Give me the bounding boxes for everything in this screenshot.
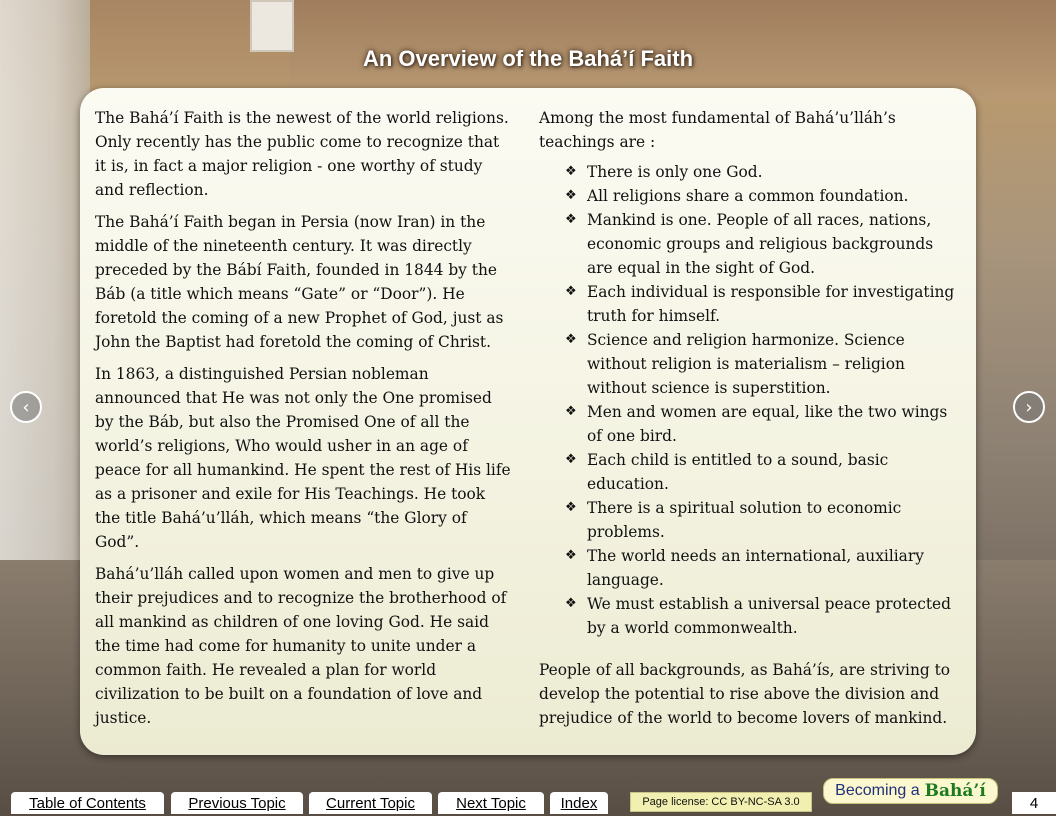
list-item: ❖ The world needs an international, auxiliary language. xyxy=(565,544,959,592)
bullet-icon: ❖ xyxy=(565,284,577,299)
paragraph-call: Bahá’u’lláh called upon women and men to give up their prejudices and to recognize the brotherhood of all mankind as children of one loving God. He said the time had come for humanity to unite under a common faith. He revealed a plan for world civilization to be built on a foundation of love and justice. xyxy=(95,565,507,727)
bullet-icon: ❖ xyxy=(565,452,577,467)
bullet-icon: ❖ xyxy=(565,164,577,179)
list-item: ❖ We must establish a universal peace protected by a world commonwealth. xyxy=(565,592,959,640)
bullet-icon: ❖ xyxy=(565,404,577,419)
bullet-icon: ❖ xyxy=(565,548,577,563)
background-window xyxy=(250,0,294,52)
list-item: ❖ There is only one God. xyxy=(565,160,959,184)
bullet-icon: ❖ xyxy=(565,596,577,611)
brand-name: Bahá’í xyxy=(924,781,986,801)
paragraph-intro: The Bahá’í Faith is the newest of the world religions. Only recently has the public come to recognize that it is, in fact a major religion - one worthy of study and reflection. xyxy=(95,109,509,199)
right-column xyxy=(539,106,959,738)
paragraph-bahaullah: In 1863, a distinguished Persian nobleman announced that He was not only the One promised by the Báb, but also the Promised One of all the world’s religions, Who would usher in an age of peace for all humankind. He spent the rest of His life as a prisoner and exile for His Teachings. He took the title Bahá’u’lláh, which means “the Glory of God”. xyxy=(95,365,511,551)
page-number: 4 xyxy=(1012,792,1056,814)
chevron-right-icon: › xyxy=(1025,396,1033,418)
list-item: ❖ Each individual is responsible for investigating truth for himself. xyxy=(565,280,959,328)
previous-topic-link[interactable]: Previous Topic xyxy=(171,792,303,814)
left-column xyxy=(95,106,515,738)
list-item: ❖ Each child is entitled to a sound, basic education. xyxy=(565,448,959,496)
teachings-list xyxy=(539,160,959,640)
brand-prefix: Becoming a xyxy=(835,782,920,799)
list-item: ❖ Men and women are equal, like the two wings of one bird. xyxy=(565,400,959,448)
list-item: ❖ Science and religion harmonize. Science without religion is materialism – religion without science is superstition. xyxy=(565,328,959,400)
content-panel xyxy=(80,88,976,755)
list-item: ❖ There is a spiritual solution to economic problems. xyxy=(565,496,959,544)
list-item: ❖ Mankind is one. People of all races, nations, economic groups and religious backgrounds are equal in the sight of God. xyxy=(565,208,959,280)
license-badge: Page license: CC BY-NC-SA 3.0 xyxy=(630,792,812,812)
bullet-icon: ❖ xyxy=(565,500,577,515)
next-topic-link[interactable]: Next Topic xyxy=(438,792,544,814)
bullet-icon: ❖ xyxy=(565,188,577,203)
list-item: ❖ All religions share a common foundation. xyxy=(565,184,959,208)
closing-paragraph: People of all backgrounds, as Bahá’ís, are striving to develop the potential to rise above the division and prejudice of the world to become lovers of mankind. xyxy=(539,661,951,727)
bullet-icon: ❖ xyxy=(565,332,577,347)
page-title: An Overview of the Bahá’í Faith xyxy=(362,46,694,71)
previous-slide-button[interactable] xyxy=(10,391,42,423)
next-slide-button[interactable] xyxy=(1013,391,1045,423)
chevron-left-icon: ‹ xyxy=(22,396,30,418)
background-left-wall xyxy=(0,0,90,560)
bullet-icon: ❖ xyxy=(565,212,577,227)
teachings-intro: Among the most fundamental of Bahá’u’lláh’s teachings are : xyxy=(539,109,896,151)
brand-logo xyxy=(823,778,998,804)
table-of-contents-link[interactable]: Table of Contents xyxy=(11,792,164,814)
paragraph-history: The Bahá’í Faith began in Persia (now Iran) in the middle of the nineteenth century. It was directly preceded by the Bábí Faith, founded in 1844 by the Báb (a title which means “Gate” or “Door”). He foretold the coming of a new Prophet of God, just as John the Baptist had foretold the coming of Christ. xyxy=(95,213,504,351)
current-topic-link[interactable]: Current Topic xyxy=(309,792,432,814)
index-link[interactable]: Index xyxy=(550,792,608,814)
